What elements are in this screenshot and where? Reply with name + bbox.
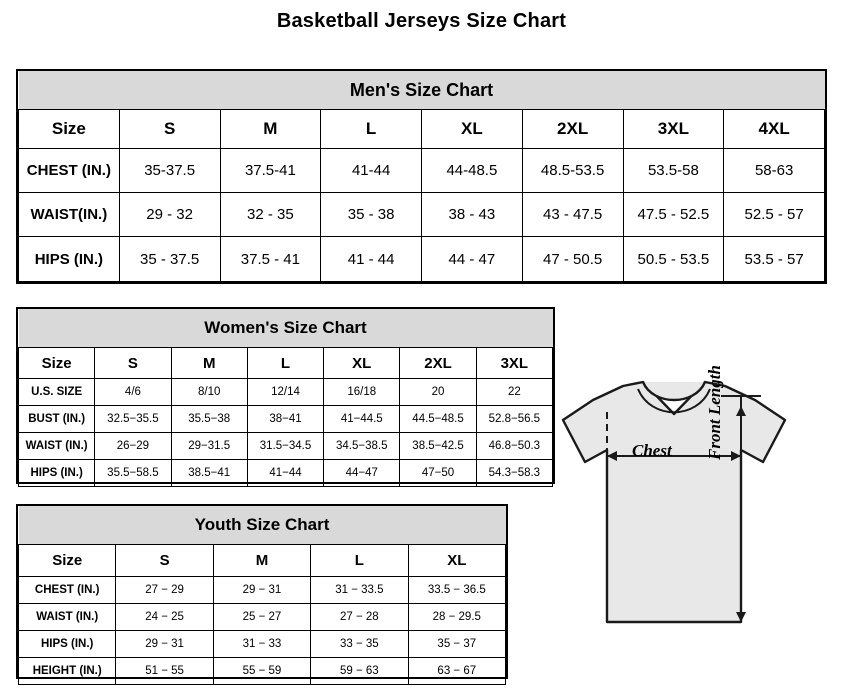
column-header: 2XL [522,110,623,148]
table-cell: 28 − 29.5 [408,604,505,631]
table-row [19,604,506,631]
table-header-row [19,545,506,577]
table-cell: 58-63 [724,148,825,192]
mens-size-chart [16,69,827,284]
chest-label: Chest [632,441,672,460]
column-header: L [311,545,408,577]
table-cell: 31 − 33.5 [311,577,408,604]
column-header: XL [408,545,505,577]
row-label: HIPS (IN.) [19,631,116,658]
table-cell: 24 − 25 [116,604,213,631]
table-cell: 29 − 31 [213,577,310,604]
column-header: 2XL [400,348,476,379]
table-cell: 47 - 50.5 [522,237,623,282]
table-cell: 52.5 - 57 [724,193,825,237]
table-row [19,148,825,192]
jersey-outline [563,382,785,622]
table-cell: 41 - 44 [321,237,422,282]
column-header: Size [19,348,95,379]
table-cell: 63 − 67 [408,658,505,685]
mens-size-table [18,71,825,282]
table-cell: 51 − 55 [116,658,213,685]
column-header: Size [19,110,120,148]
table-cell: 35-37.5 [119,148,220,192]
table-row [19,658,506,685]
table-row [19,577,506,604]
row-label: HIPS (IN.) [19,460,95,487]
table-cell: 59 − 63 [311,658,408,685]
womens-size-table [18,309,553,487]
column-header: 4XL [724,110,825,148]
table-cell: 33.5 − 36.5 [408,577,505,604]
table-row [19,193,825,237]
table-cell: 47−50 [400,460,476,487]
table-cell: 48.5-53.5 [522,148,623,192]
table-cell: 50.5 - 53.5 [623,237,724,282]
page-title: Basketball Jerseys Size Chart [276,10,567,32]
column-header: XL [422,110,523,148]
column-header: 3XL [476,348,552,379]
table-cell: 55 − 59 [213,658,310,685]
row-label: CHEST (IN.) [19,577,116,604]
table-cell: 38 - 43 [422,193,523,237]
row-label: BUST (IN.) [19,406,95,433]
table-cell: 25 − 27 [213,604,310,631]
table-cell: 16/18 [324,379,400,406]
column-header: S [116,545,213,577]
table-row [19,433,553,460]
table-header-row [19,348,553,379]
column-header: M [171,348,247,379]
table-cell: 41−44.5 [324,406,400,433]
table-row [19,406,553,433]
table-cell: 33 − 35 [311,631,408,658]
table-cell: 26−29 [95,433,171,460]
column-header: M [220,110,321,148]
table-row [19,631,506,658]
womens-chart-title: Women's Size Chart [19,309,553,348]
table-cell: 53.5-58 [623,148,724,192]
table-row [19,379,553,406]
youth-size-table [18,506,506,685]
table-cell: 32 - 35 [220,193,321,237]
column-header: S [119,110,220,148]
table-cell: 44.5−48.5 [400,406,476,433]
mens-chart-title: Men's Size Chart [19,71,825,110]
table-row [19,460,553,487]
column-header: XL [324,348,400,379]
table-cell: 35.5−38 [171,406,247,433]
youth-size-chart [16,504,508,679]
table-cell: 44−47 [324,460,400,487]
row-label: CHEST (IN.) [19,148,120,192]
column-header: 3XL [623,110,724,148]
table-cell: 32.5−35.5 [95,406,171,433]
table-cell: 31.5−34.5 [247,433,323,460]
table-caption-row [19,309,553,348]
table-cell: 43 - 47.5 [522,193,623,237]
table-cell: 12/14 [247,379,323,406]
table-cell: 29 − 31 [116,631,213,658]
table-cell: 20 [400,379,476,406]
table-row [19,237,825,282]
column-header: Size [19,545,116,577]
table-cell: 29−31.5 [171,433,247,460]
table-caption-row [19,506,506,545]
table-cell: 27 − 29 [116,577,213,604]
front-length-label: Front Length [705,365,724,460]
table-cell: 35 - 37.5 [119,237,220,282]
table-cell: 31 − 33 [213,631,310,658]
table-cell: 41−44 [247,460,323,487]
table-cell: 27 − 28 [311,604,408,631]
column-header: L [247,348,323,379]
table-caption-row [19,71,825,110]
row-label: HIPS (IN.) [19,237,120,282]
table-cell: 22 [476,379,552,406]
table-cell: 38.5−42.5 [400,433,476,460]
table-cell: 37.5 - 41 [220,237,321,282]
column-header: M [213,545,310,577]
jersey-svg [545,340,835,680]
table-cell: 52.8−56.5 [476,406,552,433]
jersey-measurement-diagram [545,340,835,680]
row-label: WAIST(IN.) [19,193,120,237]
table-cell: 47.5 - 52.5 [623,193,724,237]
table-cell: 8/10 [171,379,247,406]
column-header: L [321,110,422,148]
row-label: WAIST (IN.) [19,433,95,460]
youth-chart-title: Youth Size Chart [19,506,506,545]
table-cell: 35.5−58.5 [95,460,171,487]
table-cell: 44 - 47 [422,237,523,282]
column-header: S [95,348,171,379]
table-cell: 35 − 37 [408,631,505,658]
table-cell: 38.5−41 [171,460,247,487]
table-cell: 44-48.5 [422,148,523,192]
row-label: HEIGHT (IN.) [19,658,116,685]
table-cell: 54.3−58.3 [476,460,552,487]
table-cell: 4/6 [95,379,171,406]
table-cell: 41-44 [321,148,422,192]
table-cell: 53.5 - 57 [724,237,825,282]
row-label: WAIST (IN.) [19,604,116,631]
table-cell: 37.5-41 [220,148,321,192]
table-cell: 29 - 32 [119,193,220,237]
table-header-row [19,110,825,148]
row-label: U.S. SIZE [19,379,95,406]
table-cell: 34.5−38.5 [324,433,400,460]
table-cell: 46.8−50.3 [476,433,552,460]
table-cell: 35 - 38 [321,193,422,237]
table-cell: 38−41 [247,406,323,433]
womens-size-chart [16,307,555,484]
